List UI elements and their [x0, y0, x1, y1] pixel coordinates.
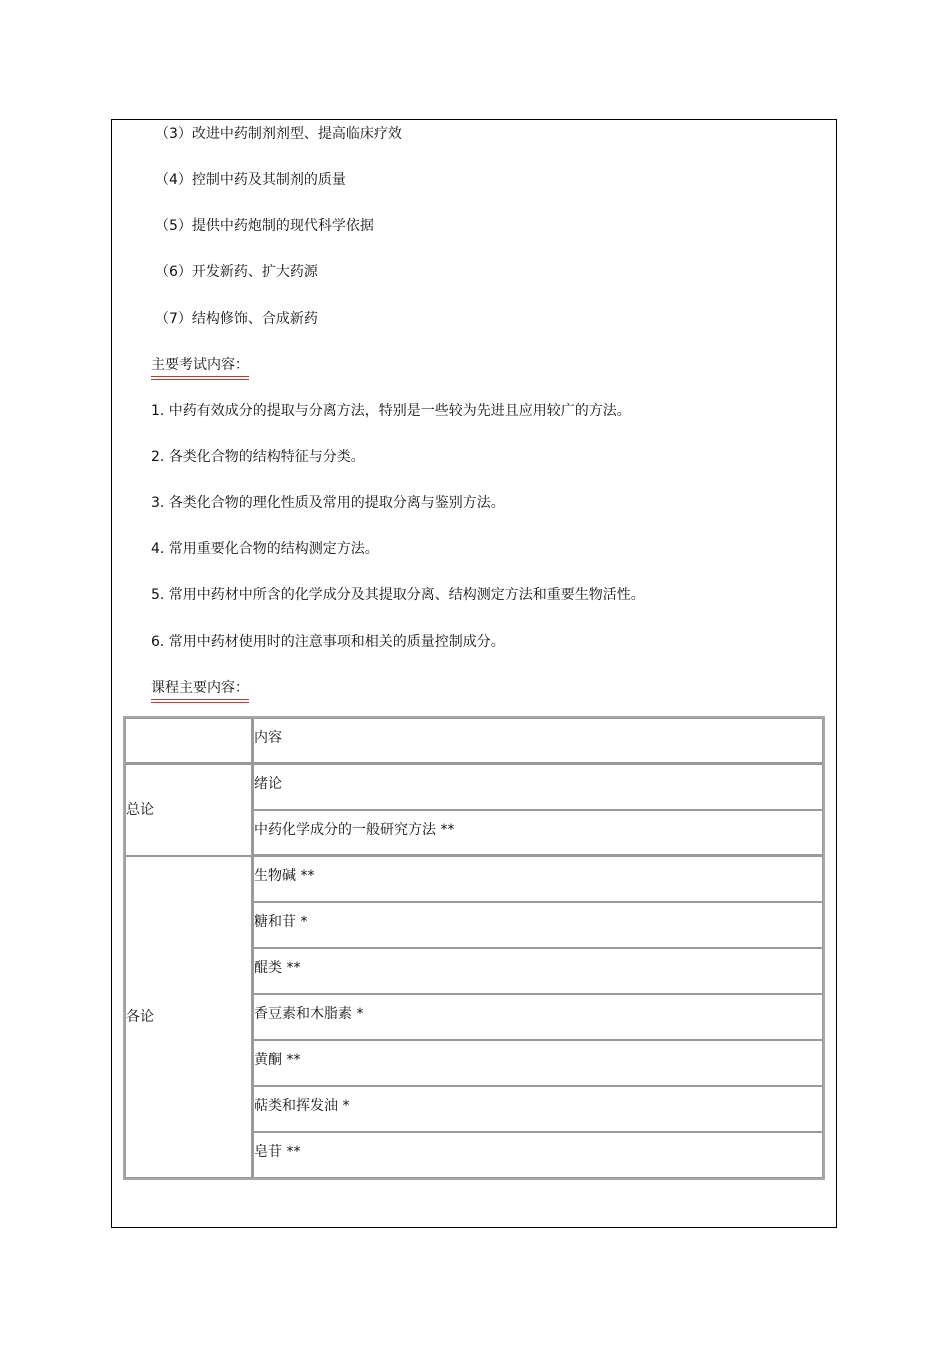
heading-underline — [151, 379, 249, 380]
header-cell-content: 内容 — [253, 718, 823, 764]
objective-item: （6）开发新药、扩大药源 — [155, 264, 318, 280]
objective-item: （4）控制中药及其制剂的质量 — [155, 172, 346, 188]
content-cell: 糖和苷 * — [253, 902, 823, 948]
content-cell: 皂苷 ** — [253, 1132, 823, 1178]
exam-item: 6. 常用中药材使用时的注意事项和相关的质量控制成分。 — [151, 634, 505, 650]
content-cell: 生物碱 ** — [253, 856, 823, 902]
exam-item: 4. 常用重要化合物的结构测定方法。 — [151, 541, 379, 557]
category-cell: 各论 — [125, 856, 253, 1178]
table-row — [125, 856, 823, 902]
objective-item: （5）提供中药炮制的现代科学依据 — [155, 218, 374, 234]
content-cell: 黄酮 ** — [253, 1040, 823, 1086]
objective-item: （7）结构修饰、合成新药 — [155, 311, 318, 327]
header-cell-category — [125, 718, 253, 764]
content-cell: 萜类和挥发油 * — [253, 1086, 823, 1132]
exam-item: 5. 常用中药材中所含的化学成分及其提取分离、结构测定方法和重要生物活性。 — [151, 587, 645, 603]
heading-underline — [151, 702, 249, 703]
heading-underline — [151, 376, 249, 377]
course-heading — [151, 679, 249, 697]
course-content-table — [123, 716, 825, 1180]
exam-item: 2. 各类化合物的结构特征与分类。 — [151, 449, 365, 465]
content-cell: 香豆素和木脂素 * — [253, 994, 823, 1040]
exam-heading-text: 主要考试内容： — [151, 357, 249, 373]
exam-item: 3. 各类化合物的理化性质及常用的提取分离与鉴别方法。 — [151, 495, 505, 511]
table-header-row — [125, 718, 823, 764]
exam-item: 1. 中药有效成分的提取与分离方法，特别是一些较为先进且应用较广的方法。 — [151, 403, 631, 419]
table-row — [125, 764, 823, 810]
exam-heading — [151, 356, 249, 374]
content-cell: 醌类 ** — [253, 948, 823, 994]
heading-underline — [151, 699, 249, 700]
category-cell: 总论 — [125, 764, 253, 856]
course-heading-text: 课程主要内容： — [151, 680, 249, 696]
content-cell: 中药化学成分的一般研究方法 ** — [253, 810, 823, 856]
objective-item: （3）改进中药制剂剂型、提高临床疗效 — [155, 126, 402, 142]
content-cell: 绪论 — [253, 764, 823, 810]
